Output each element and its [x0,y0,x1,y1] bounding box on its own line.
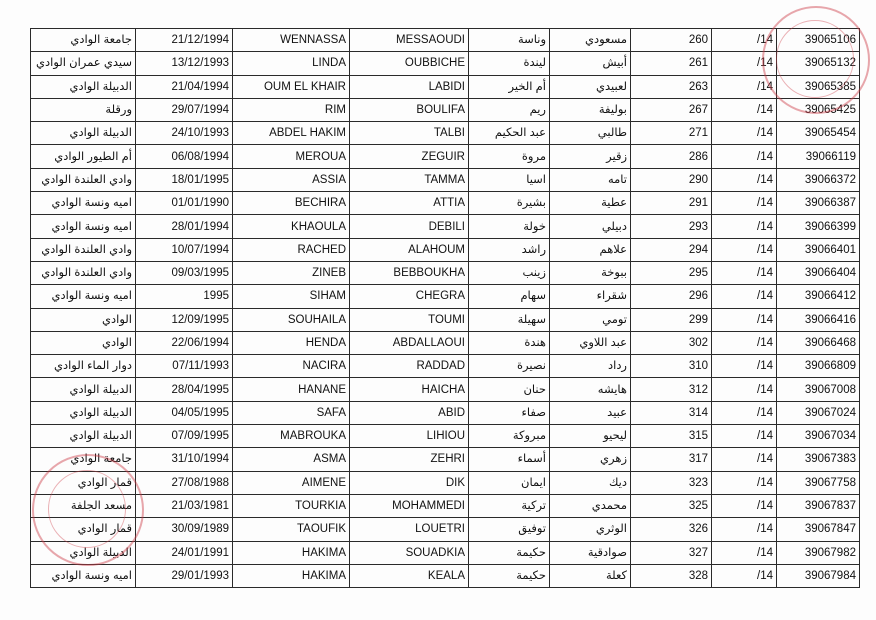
first-name-latin-cell: KHAOULA [233,215,350,238]
first-name-latin-cell: ABDEL HAKIM [233,122,350,145]
birthplace-cell: الدبيلة الوادي [31,75,136,98]
table-row [31,285,860,308]
first-name-latin-cell: BECHIRA [233,192,350,215]
registration-id-cell: 39066468 [777,331,860,354]
birthplace-cell: وادي العلندة الوادي [31,168,136,191]
number-cell: 286 [631,145,712,168]
first-name-latin-cell: HAKIMA [233,541,350,564]
first-name-latin-cell: ZINEB [233,261,350,284]
number-cell: 328 [631,564,712,587]
first-name-arabic-cell: مبروكة [469,425,550,448]
last-name-arabic-cell: ببوخة [550,261,631,284]
number-cell: 299 [631,308,712,331]
last-name-latin-cell: KEALA [350,564,469,587]
last-name-latin-cell: OUBBICHE [350,52,469,75]
number-cell: 296 [631,285,712,308]
roster-body [31,29,860,588]
birthdate-cell: 04/05/1995 [136,401,233,424]
class-cell: /14 [712,29,777,52]
last-name-latin-cell: TAMMA [350,168,469,191]
birthdate-cell: 31/10/1994 [136,448,233,471]
birthdate-cell: 30/09/1989 [136,518,233,541]
last-name-latin-cell: MOHAMMEDI [350,494,469,517]
first-name-arabic-cell: حكيمة [469,541,550,564]
number-cell: 260 [631,29,712,52]
first-name-arabic-cell: ليندة [469,52,550,75]
first-name-arabic-cell: أسماء [469,448,550,471]
first-name-latin-cell: ASMA [233,448,350,471]
last-name-latin-cell: ABID [350,401,469,424]
class-cell: /14 [712,168,777,191]
birthdate-cell: 07/09/1995 [136,425,233,448]
student-roster-table [30,28,860,588]
last-name-arabic-cell: كعلة [550,564,631,587]
number-cell: 326 [631,518,712,541]
first-name-latin-cell: HANANE [233,378,350,401]
last-name-arabic-cell: لعبيدي [550,75,631,98]
registration-id-cell: 39066416 [777,308,860,331]
first-name-latin-cell: RACHED [233,238,350,261]
birthplace-cell: سيدي عمران الوادي [31,52,136,75]
birthdate-cell: 28/04/1995 [136,378,233,401]
birthplace-cell: اميه ونسة الوادي [31,285,136,308]
first-name-arabic-cell: توفيق [469,518,550,541]
registration-id-cell: 39066387 [777,192,860,215]
first-name-latin-cell: MEROUA [233,145,350,168]
class-cell: /14 [712,494,777,517]
table-row [31,168,860,191]
last-name-arabic-cell: تامه [550,168,631,191]
first-name-arabic-cell: صفاء [469,401,550,424]
registration-id-cell: 39066399 [777,215,860,238]
table-row [31,52,860,75]
table-row [31,425,860,448]
birthdate-cell: 24/01/1991 [136,541,233,564]
class-cell: /14 [712,564,777,587]
registration-id-cell: 39066119 [777,145,860,168]
last-name-arabic-cell: بوليفة [550,98,631,121]
table-row [31,564,860,587]
birthplace-cell: الوادي [31,331,136,354]
first-name-arabic-cell: أم الخير [469,75,550,98]
birthdate-cell: 01/01/1990 [136,192,233,215]
table-row [31,308,860,331]
birthplace-cell: الوادي [31,308,136,331]
last-name-latin-cell: LABIDI [350,75,469,98]
last-name-latin-cell: RADDAD [350,355,469,378]
birthdate-cell: 09/03/1995 [136,261,233,284]
number-cell: 302 [631,331,712,354]
birthdate-cell: 21/04/1994 [136,75,233,98]
last-name-arabic-cell: زقير [550,145,631,168]
number-cell: 323 [631,471,712,494]
last-name-latin-cell: CHEGRA [350,285,469,308]
last-name-arabic-cell: رداد [550,355,631,378]
first-name-latin-cell: WENNASSA [233,29,350,52]
birthdate-cell: 13/12/1993 [136,52,233,75]
birthdate-cell: 22/06/1994 [136,331,233,354]
first-name-latin-cell: ASSIA [233,168,350,191]
birthdate-cell: 06/08/1994 [136,145,233,168]
registration-id-cell: 39067034 [777,425,860,448]
first-name-arabic-cell: مروة [469,145,550,168]
last-name-arabic-cell: زهري [550,448,631,471]
class-cell: /14 [712,401,777,424]
last-name-arabic-cell: ليحيو [550,425,631,448]
number-cell: 327 [631,541,712,564]
registration-id-cell: 39065106 [777,29,860,52]
table-row [31,192,860,215]
last-name-latin-cell: LIHIOU [350,425,469,448]
birthdate-cell: 18/01/1995 [136,168,233,191]
class-cell: /14 [712,285,777,308]
last-name-arabic-cell: محمدي [550,494,631,517]
table-row [31,98,860,121]
birthplace-cell: اميه ونسة الوادي [31,192,136,215]
registration-id-cell: 39066372 [777,168,860,191]
table-row [31,518,860,541]
first-name-latin-cell: HAKIMA [233,564,350,587]
last-name-latin-cell: HAICHA [350,378,469,401]
birthplace-cell: وادي العلندة الوادي [31,238,136,261]
class-cell: /14 [712,98,777,121]
number-cell: 290 [631,168,712,191]
number-cell: 294 [631,238,712,261]
last-name-arabic-cell: علاهم [550,238,631,261]
registration-id-cell: 39066404 [777,261,860,284]
class-cell: /14 [712,238,777,261]
table-row [31,238,860,261]
last-name-arabic-cell: هايشه [550,378,631,401]
class-cell: /14 [712,192,777,215]
last-name-latin-cell: DEBILI [350,215,469,238]
first-name-arabic-cell: سهيلة [469,308,550,331]
table-row [31,541,860,564]
class-cell: /14 [712,425,777,448]
registration-id-cell: 39067847 [777,518,860,541]
last-name-arabic-cell: عبيد [550,401,631,424]
last-name-arabic-cell: شقراء [550,285,631,308]
registration-id-cell: 39067984 [777,564,860,587]
first-name-latin-cell: RIM [233,98,350,121]
table-row [31,145,860,168]
birthplace-cell: اميه ونسة الوادي [31,215,136,238]
registration-id-cell: 39065132 [777,52,860,75]
first-name-latin-cell: MABROUKA [233,425,350,448]
class-cell: /14 [712,355,777,378]
birthplace-cell: الدبيلة الوادي [31,425,136,448]
class-cell: /14 [712,541,777,564]
last-name-latin-cell: TALBI [350,122,469,145]
number-cell: 293 [631,215,712,238]
class-cell: /14 [712,145,777,168]
birthdate-cell: 21/03/1981 [136,494,233,517]
first-name-latin-cell: NACIRA [233,355,350,378]
registration-id-cell: 39065425 [777,98,860,121]
last-name-arabic-cell: مسعودي [550,29,631,52]
first-name-latin-cell: OUM EL KHAIR [233,75,350,98]
class-cell: /14 [712,308,777,331]
number-cell: 314 [631,401,712,424]
birthplace-cell: الدبيلة الوادي [31,122,136,145]
last-name-latin-cell: LOUETRI [350,518,469,541]
birthplace-cell: أم الطيور الوادي [31,145,136,168]
birthplace-cell: قمار الوادي [31,518,136,541]
birthdate-cell: 28/01/1994 [136,215,233,238]
birthplace-cell: الدبيلة الوادي [31,401,136,424]
birthdate-cell: 12/09/1995 [136,308,233,331]
birthplace-cell: دوار الماء الوادي [31,355,136,378]
last-name-arabic-cell: الوثري [550,518,631,541]
number-cell: 291 [631,192,712,215]
first-name-arabic-cell: ايمان [469,471,550,494]
table-row [31,215,860,238]
first-name-arabic-cell: خولة [469,215,550,238]
number-cell: 325 [631,494,712,517]
table-row [31,401,860,424]
first-name-latin-cell: AIMENE [233,471,350,494]
last-name-arabic-cell: طالبي [550,122,631,145]
class-cell: /14 [712,518,777,541]
registration-id-cell: 39067758 [777,471,860,494]
last-name-latin-cell: MESSAOUDI [350,29,469,52]
first-name-arabic-cell: نصيرة [469,355,550,378]
birthdate-cell: 1995 [136,285,233,308]
class-cell: /14 [712,122,777,145]
registration-id-cell: 39065385 [777,75,860,98]
registration-id-cell: 39067383 [777,448,860,471]
number-cell: 295 [631,261,712,284]
birthdate-cell: 29/01/1993 [136,564,233,587]
registration-id-cell: 39066809 [777,355,860,378]
table-row [31,261,860,284]
first-name-arabic-cell: سهام [469,285,550,308]
birthplace-cell: جامعة الوادي [31,29,136,52]
number-cell: 312 [631,378,712,401]
class-cell: /14 [712,331,777,354]
birthplace-cell: الدبيلة الوادي [31,541,136,564]
first-name-arabic-cell: وناسة [469,29,550,52]
first-name-arabic-cell: زينب [469,261,550,284]
first-name-arabic-cell: اسيا [469,168,550,191]
birthplace-cell: الدبيلة الوادي [31,378,136,401]
last-name-arabic-cell: ديك [550,471,631,494]
last-name-latin-cell: ABDALLAOUI [350,331,469,354]
registration-id-cell: 39067982 [777,541,860,564]
registration-id-cell: 39065454 [777,122,860,145]
class-cell: /14 [712,52,777,75]
registration-id-cell: 39067024 [777,401,860,424]
last-name-latin-cell: ALAHOUM [350,238,469,261]
first-name-latin-cell: SIHAM [233,285,350,308]
number-cell: 261 [631,52,712,75]
registration-id-cell: 39066412 [777,285,860,308]
table-row [31,75,860,98]
registration-id-cell: 39066401 [777,238,860,261]
registration-id-cell: 39067008 [777,378,860,401]
birthplace-cell: ورقلة [31,98,136,121]
last-name-latin-cell: ZEHRI [350,448,469,471]
birthdate-cell: 21/12/1994 [136,29,233,52]
number-cell: 263 [631,75,712,98]
birthdate-cell: 27/08/1988 [136,471,233,494]
class-cell: /14 [712,448,777,471]
birthdate-cell: 07/11/1993 [136,355,233,378]
table-row [31,448,860,471]
last-name-latin-cell: SOUADKIA [350,541,469,564]
first-name-arabic-cell: راشد [469,238,550,261]
table-row [31,471,860,494]
first-name-latin-cell: TAOUFIK [233,518,350,541]
number-cell: 310 [631,355,712,378]
class-cell: /14 [712,378,777,401]
table-row [31,494,860,517]
table-row [31,29,860,52]
birthdate-cell: 10/07/1994 [136,238,233,261]
first-name-arabic-cell: حكيمة [469,564,550,587]
number-cell: 317 [631,448,712,471]
number-cell: 271 [631,122,712,145]
table-row [31,331,860,354]
number-cell: 315 [631,425,712,448]
last-name-arabic-cell: عبد اللاوي [550,331,631,354]
class-cell: /14 [712,261,777,284]
first-name-latin-cell: LINDA [233,52,350,75]
birthdate-cell: 29/07/1994 [136,98,233,121]
first-name-latin-cell: SAFA [233,401,350,424]
last-name-latin-cell: ZEGUIR [350,145,469,168]
first-name-latin-cell: TOURKIA [233,494,350,517]
class-cell: /14 [712,215,777,238]
last-name-latin-cell: DIK [350,471,469,494]
first-name-arabic-cell: ريم [469,98,550,121]
table-row [31,355,860,378]
first-name-arabic-cell: تركية [469,494,550,517]
registration-id-cell: 39067837 [777,494,860,517]
first-name-arabic-cell: هندة [469,331,550,354]
last-name-latin-cell: BOULIFA [350,98,469,121]
table-row [31,122,860,145]
first-name-latin-cell: HENDA [233,331,350,354]
last-name-arabic-cell: عطية [550,192,631,215]
last-name-arabic-cell: أبيش [550,52,631,75]
first-name-arabic-cell: حنان [469,378,550,401]
birthplace-cell: قمار الوادي [31,471,136,494]
birthplace-cell: وادي العلندة الوادي [31,261,136,284]
table-row [31,378,860,401]
birthplace-cell: مسعد الجلفة [31,494,136,517]
birthplace-cell: اميه ونسة الوادي [31,564,136,587]
birthdate-cell: 24/10/1993 [136,122,233,145]
first-name-arabic-cell: عبد الحكيم [469,122,550,145]
class-cell: /14 [712,471,777,494]
last-name-latin-cell: ATTIA [350,192,469,215]
first-name-latin-cell: SOUHAILA [233,308,350,331]
first-name-arabic-cell: بشيرة [469,192,550,215]
last-name-arabic-cell: صوادقية [550,541,631,564]
number-cell: 267 [631,98,712,121]
last-name-arabic-cell: دبيلي [550,215,631,238]
last-name-latin-cell: BEBBOUKHA [350,261,469,284]
class-cell: /14 [712,75,777,98]
birthplace-cell: جامعة الوادي [31,448,136,471]
last-name-arabic-cell: تومي [550,308,631,331]
last-name-latin-cell: TOUMI [350,308,469,331]
